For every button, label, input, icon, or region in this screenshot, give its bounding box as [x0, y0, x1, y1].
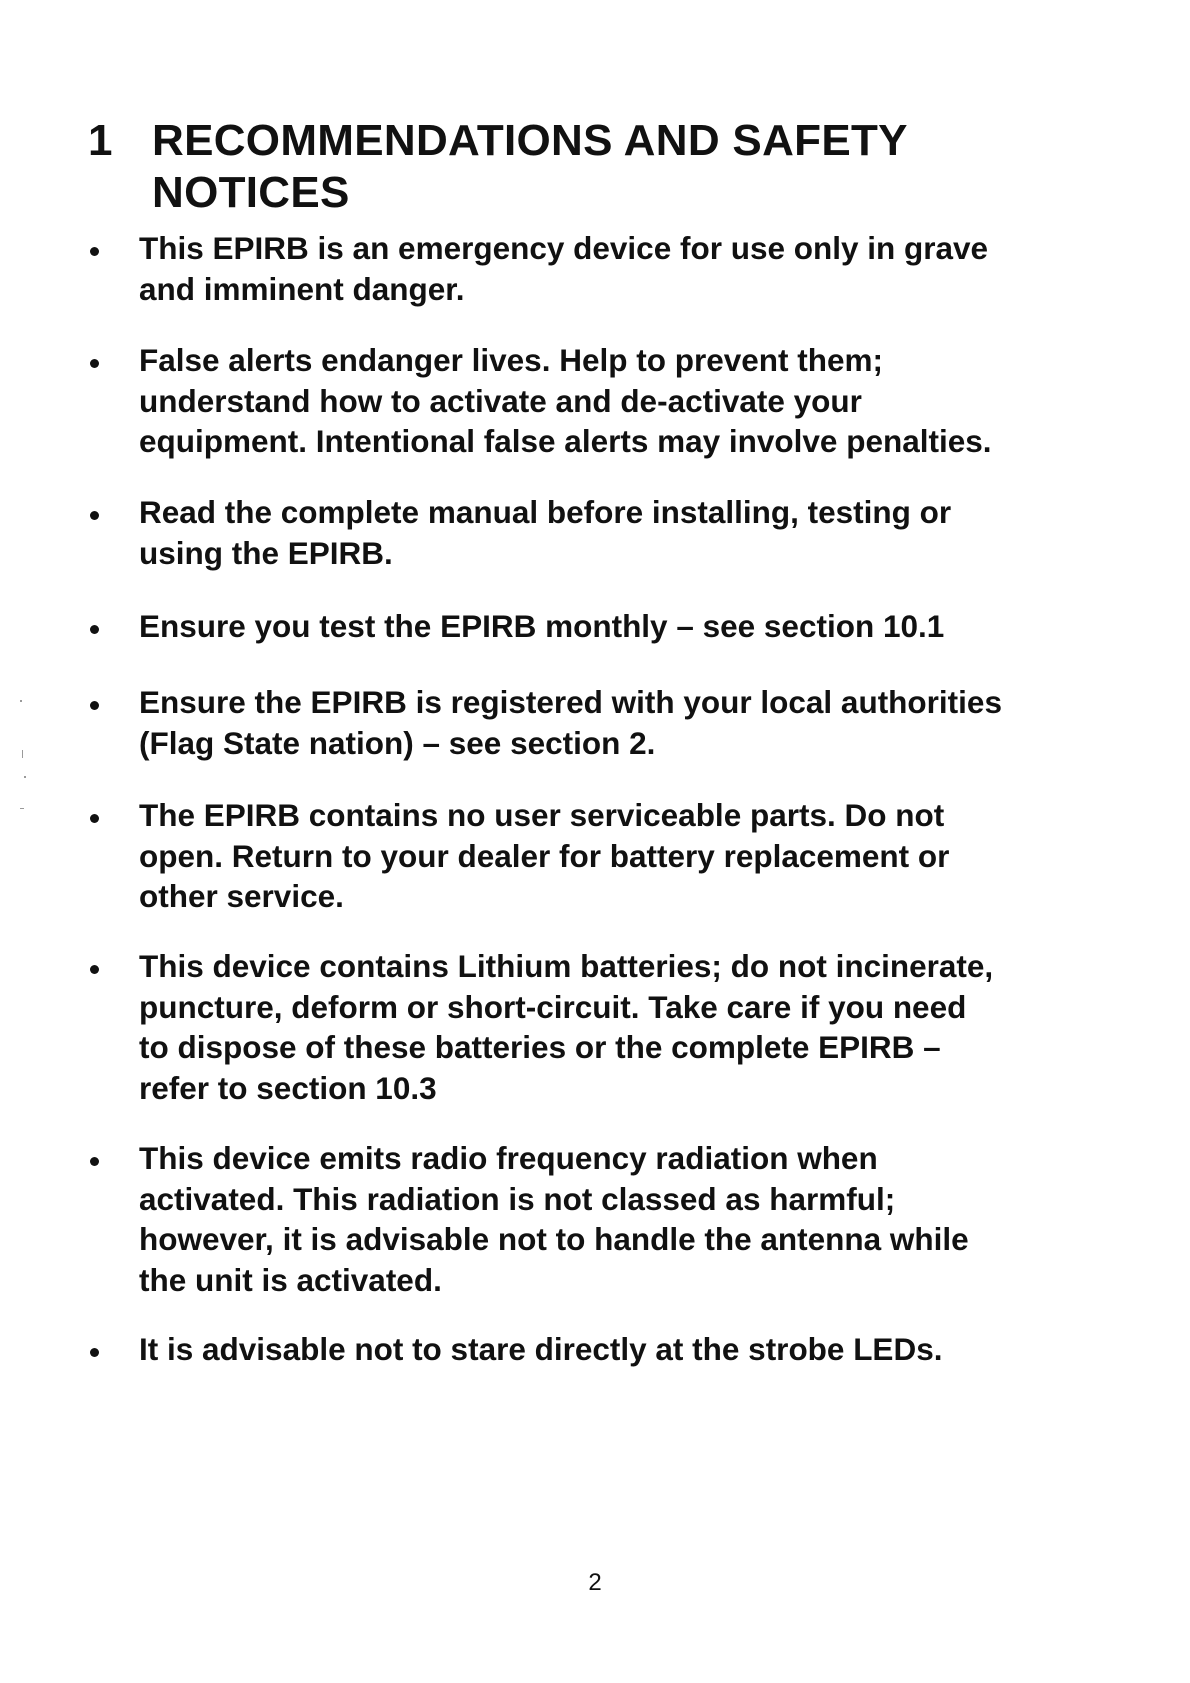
notice-text: [139, 682, 1099, 763]
notice-line: equipment. Intentional false alerts may involve penalties.: [139, 423, 992, 459]
section-title-line-2: NOTICES: [152, 168, 350, 217]
bullet-icon: [88, 1138, 102, 1152]
notice-line: The EPIRB contains no user serviceable parts. Do not: [139, 797, 945, 833]
bullet-icon: [88, 682, 102, 696]
notice-line: however, it is advisable not to handle the antenna while: [139, 1221, 969, 1257]
bullet-icon: [88, 946, 102, 960]
notice-line: other service.: [139, 878, 344, 914]
bullet-icon: [88, 795, 102, 809]
notice-line: understand how to activate and de-activate your: [139, 382, 862, 419]
notice-line: and imminent danger.: [139, 270, 465, 307]
notice-line: This EPIRB is an emergency device for use only in grave: [139, 230, 989, 266]
scan-speck: [24, 776, 26, 778]
scan-speck: [20, 808, 24, 809]
notice-text: [139, 946, 1099, 1108]
bullet-icon: [88, 606, 102, 620]
scan-speck: [20, 700, 22, 702]
notice-line: to dispose of these batteries or the complete EPIRB –: [139, 1029, 941, 1065]
notice-text: [139, 340, 1099, 462]
bullet-icon: [88, 228, 102, 242]
notice-line: Read the complete manual before installing, testing or: [139, 494, 952, 530]
notice-text: [139, 606, 1099, 647]
page-number: 2: [588, 1569, 602, 1596]
notice-line: It is advisable not to stare directly at the strobe LEDs.: [139, 1331, 943, 1367]
notice-text: [139, 492, 1099, 573]
notice-line: refer to section 10.3: [139, 1069, 437, 1106]
notice-line: Ensure the EPIRB is registered with your local authorities: [139, 684, 1002, 720]
notice-line: activated. This radiation is not classed as harmful;: [139, 1180, 896, 1217]
scan-speck: [22, 750, 23, 758]
notice-line: False alerts endanger lives. Help to prevent them;: [139, 342, 883, 378]
notice-line: open. Return to your dealer for battery replacement or: [139, 837, 950, 874]
notice-line: (Flag State nation) – see section 2.: [139, 724, 656, 761]
notice-line: puncture, deform or short-circuit. Take care if you need: [139, 988, 967, 1025]
notice-line: the unit is activated.: [139, 1261, 442, 1298]
notice-text: [139, 228, 1099, 309]
notice-text: [139, 1138, 1099, 1300]
notice-line: This device emits radio frequency radiation when: [139, 1140, 878, 1176]
bullet-icon: [88, 492, 102, 506]
notice-text: [139, 795, 1099, 917]
bullet-icon: [88, 1329, 102, 1343]
bullet-icon: [88, 340, 102, 354]
section-number: 1: [88, 116, 113, 165]
notice-line: This device contains Lithium batteries; do not incinerate,: [139, 948, 994, 984]
section-title-line-1: RECOMMENDATIONS AND SAFETY: [152, 116, 908, 165]
notice-line: using the EPIRB.: [139, 534, 393, 571]
notice-text: [139, 1329, 1099, 1370]
notice-line: Ensure you test the EPIRB monthly – see section 10.1: [139, 608, 945, 644]
